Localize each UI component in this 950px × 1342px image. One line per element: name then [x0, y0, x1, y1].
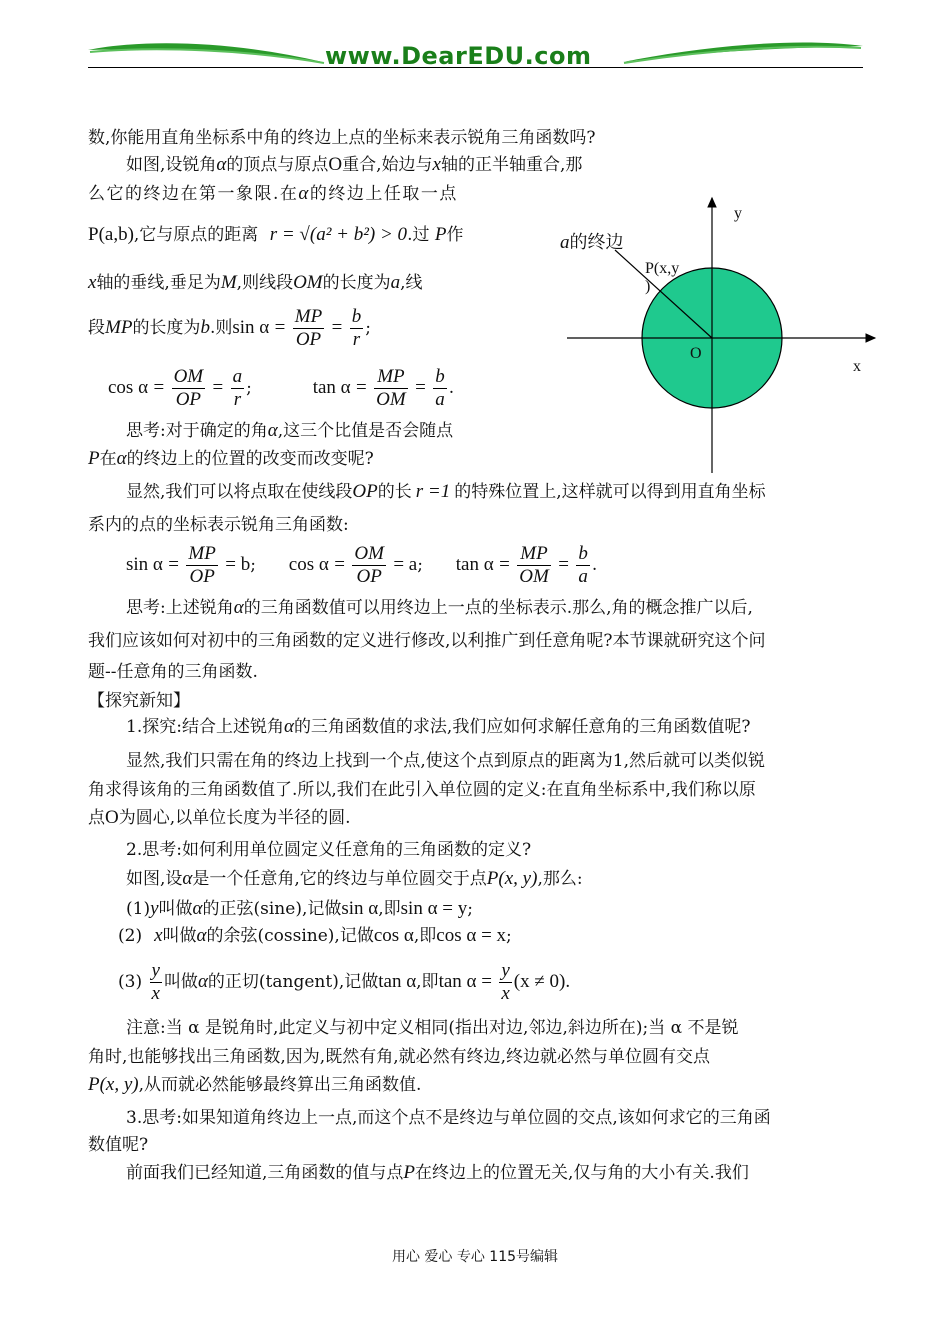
header-rule — [88, 67, 863, 68]
y-axis-label: y — [734, 205, 742, 222]
point-label: P(x,y ) — [645, 260, 680, 295]
paragraph: 如图,设α是一个任意角,它的终边与单位圆交于点P(x, y),那么: — [126, 868, 583, 889]
site-logo-text: www.DearEDU.com — [325, 42, 592, 70]
paragraph: 数,你能用直角坐标系中角的终边上点的坐标来表示锐角三角函数吗? — [88, 128, 596, 148]
paragraph: 么它的终边在第一象限.在α的终边上任取一点 — [88, 183, 458, 204]
left-leaf-swoosh — [88, 43, 323, 62]
definition-sine: (1)y叫做α的正弦(sine),记做sin α,即sin α = y; — [126, 898, 473, 919]
section-heading: 【探究新知】 — [88, 691, 190, 711]
paragraph: 数值呢? — [88, 1135, 149, 1155]
right-leaf-swoosh — [623, 43, 863, 62]
paragraph: 我们应该如何对初中的三角函数的定义进行修改,以利推广到任意角呢?本节课就研究这个问 — [88, 631, 766, 651]
formula-line: sin α = $\frac{MP}{OP}$ = b; cos α = $\frac{OM}{OP}$ = a; tan α = $\frac{MP}{OM}$ = $\frac{b}{a}$ . — [126, 543, 598, 587]
fraction: $\frac{b}{r}$ — [351, 306, 362, 350]
terminal-side-label: a的终边 — [560, 232, 624, 253]
paragraph: 系内的点的坐标表示锐角三角函数: — [88, 515, 349, 535]
definition-tangent: (3) $\frac{y}{x}$ 叫做α的正切(tangent),记做tan α,即tan α = $\frac{y}{x}$ (x ≠ 0). — [118, 960, 571, 1004]
origin-label: O — [690, 345, 702, 362]
fraction: $\frac{OM}{OP}$ — [173, 366, 204, 410]
paragraph: 角求得该角的三角函数值了.所以,我们在此引入单位圆的定义:在直角坐标系中,我们称以原 — [88, 780, 756, 800]
paragraph: P在α的终边上的位置的改变而改变呢? — [88, 448, 374, 469]
paragraph: 题--任意角的三角函数. — [88, 662, 258, 682]
fraction: $\frac{OM}{OP}$ — [354, 543, 384, 587]
fraction: $\frac{MP}{OP}$ — [188, 543, 216, 587]
fraction: $\frac{MP}{OP}$ — [294, 306, 323, 350]
fraction: $\frac{a}{r}$ — [232, 366, 243, 410]
fraction: $\frac{b}{a}$ — [435, 366, 445, 410]
formula-line: 段MP的长度为b.则sin α = $\frac{MP}{OP}$ = $\frac{b}{r}$ ; — [88, 306, 371, 350]
fraction: $\frac{MP}{OM}$ — [376, 366, 406, 410]
definition-cosine: (2) x叫做α的余弦(cossine),记做cos α,即cos α = x; — [118, 925, 512, 946]
paragraph: 角时,也能够找出三角函数,因为,既然有角,就必然有终边,终边就必然与单位圆有交点 — [88, 1047, 711, 1067]
paragraph: 2.思考:如何利用单位圆定义任意角的三角函数的定义? — [126, 840, 532, 860]
fraction: $\frac{y}{x}$ — [501, 960, 510, 1004]
fraction: $\frac{b}{a}$ — [578, 543, 588, 587]
x-axis-label: x — [853, 358, 861, 375]
page-footer: 用心 爱心 专心 115号编辑 — [391, 1249, 559, 1265]
paragraph: x轴的垂线,垂足为M,则线段OM的长度为a,线 — [88, 272, 423, 293]
paragraph: 注意:当 α 是锐角时,此定义与初中定义相同(指出对边,邻边,斜边所在);当 α 不是锐 — [126, 1018, 739, 1038]
paragraph: P(a,b),它与原点的距离 r = √(a² + b²) > 0.过 P作 — [88, 224, 464, 245]
paragraph: 3.思考:如果知道角终边上一点,而这个点不是终边与单位圆的交点,该如何求它的三角函 — [126, 1108, 771, 1128]
fraction: $\frac{y}{x}$ — [151, 960, 160, 1004]
paragraph: 前面我们已经知道,三角函数的值与点P在终边上的位置无关,仅与角的大小有关.我们 — [126, 1162, 749, 1183]
paragraph: 思考:对于确定的角α,这三个比值是否会随点 — [126, 420, 454, 441]
paragraph: 如图,设锐角α的顶点与原点O重合,始边与x轴的正半轴重合,那 — [126, 154, 583, 175]
paragraph: 显然,我们只需在角的终边上找到一个点,使这个点到原点的距离为1,然后就可以类似锐 — [126, 751, 766, 771]
paragraph: 思考:上述锐角α的三角函数值可以用终边上一点的坐标表示.那么,角的概念推广以后, — [126, 597, 753, 618]
paragraph: 点O为圆心,以单位长度为半径的圆. — [88, 807, 351, 828]
paragraph: 1.探究:结合上述锐角α的三角函数值的求法,我们应如何求解任意角的三角函数值呢? — [126, 716, 751, 737]
paragraph: 显然,我们可以将点取在使线段OP的长 r =1 的特殊位置上,这样就可以得到用直角坐标 — [126, 481, 766, 502]
paragraph: P(x, y),从而就必然能够最终算出三角函数值. — [88, 1074, 422, 1095]
formula-line: cos α = $\frac{OM}{OP}$ = $\frac{a}{r}$ ; tan α = $\frac{MP}{OM}$ = $\frac{b}{a}$ . — [108, 366, 455, 410]
fraction: $\frac{MP}{OM}$ — [519, 543, 549, 587]
